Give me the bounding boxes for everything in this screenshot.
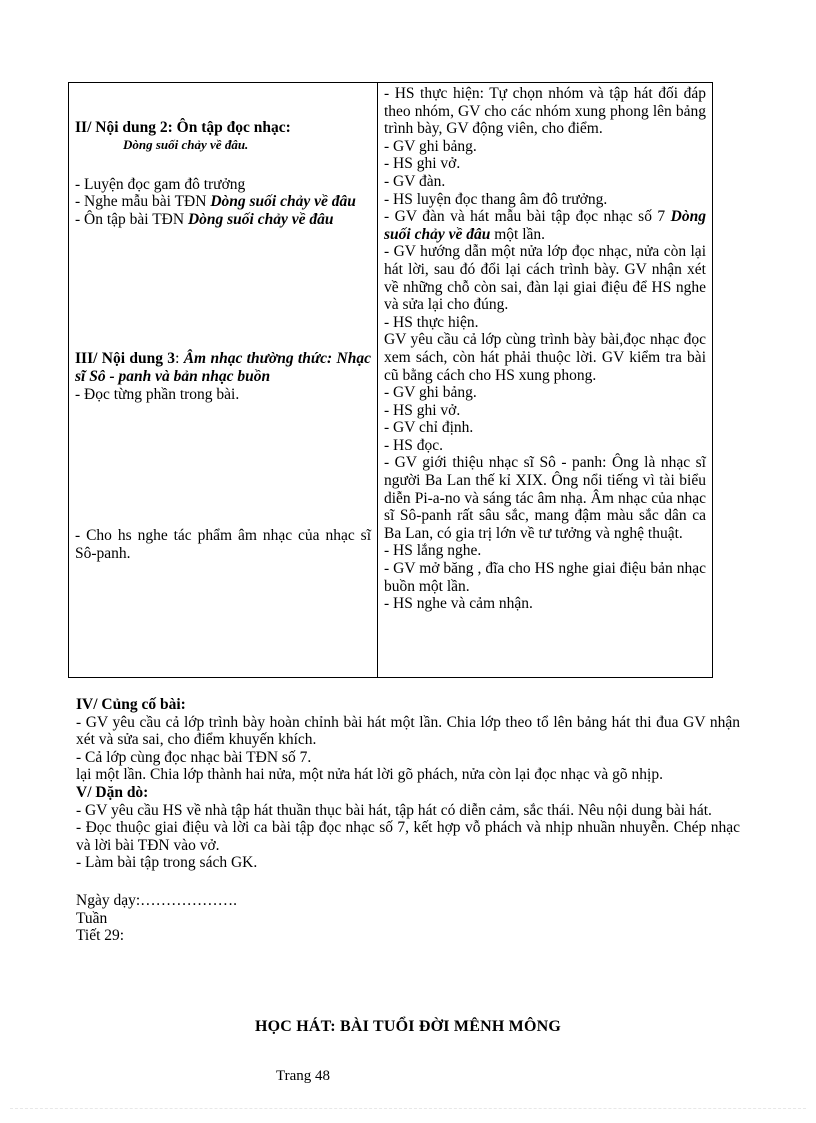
lesson-notes — [76, 696, 740, 945]
page-number: Trang 48 — [276, 1068, 331, 1084]
activity-line: - HS thực hiện. — [384, 313, 479, 331]
lesson-table — [68, 82, 713, 678]
section2-subtitle: Dòng suối chảy về đâu. — [123, 136, 249, 152]
activity-column — [378, 83, 713, 678]
song-title: Dòng suối chảy về đâu — [187, 210, 334, 228]
list-item-text: - Nghe mẫu bài TĐN — [75, 193, 211, 211]
list-item: - Luyện đọc gam đô trưởng — [75, 175, 246, 193]
activity-line: - GV giới thiệu nhạc sĩ Sô - panh: Ông là nhạc sĩ người Ba Lan thế kỉ XIX. Ông nổi tiếng vì tài biểu diễn Pi-a-no và sáng tác âm nhạ. Âm nhạc của nhạc sĩ Sô-panh rất sâu sắc, mang đậm màu sắc dân ca Ba Lan, có gia trị lớn về tư tưởng và nghệ thuật. — [384, 454, 706, 542]
activity-line: - GV ghi bảng. — [384, 384, 477, 402]
activity-line: GV yêu cầu cả lớp cùng trình bày bài,đọc nhạc đọc xem sách, còn hát phải thuộc lời. GV kiểm tra bài cũ bằng cách cho HS xung phong. — [384, 331, 706, 384]
footer-divider — [10, 1108, 806, 1109]
section3-title: Âm nhạc thường thức: Nhạc sĩ Sô - panh và bản nhạc buồn — [75, 350, 371, 385]
period-line: Tiết 29: — [76, 927, 125, 945]
activity-line: - HS lắng nghe. — [384, 542, 482, 560]
song-title: Dòng suối chảy về đâu — [384, 208, 706, 243]
homework-heading: V/ Dặn dò: — [76, 783, 149, 801]
section3-heading — [75, 350, 371, 385]
song-title: Dòng suối chảy về đâu — [210, 193, 356, 211]
table-row — [69, 83, 713, 678]
paragraph: - GV yêu cầu cả lớp trình bày hoàn chỉnh bài hát một lần. Chia lớp theo tổ lên bảng hát thi đua GV nhận xét và sửa sai, cho điểm khuyến khích. — [76, 713, 740, 749]
activity-text: một lần. — [490, 225, 546, 243]
activity-line: - HS nghe và cảm nhận. — [384, 595, 533, 613]
activity-line: - HS thực hiện: Tự chọn nhóm và tập hát đối đáp theo nhóm, GV cho các nhóm xung phong lên bảng trình bày, GV động viên, cho điểm. — [384, 85, 706, 138]
activity-line: - HS ghi vở. — [384, 155, 461, 173]
activity-line — [384, 208, 706, 243]
paragraph: - Cả lớp cùng đọc nhạc bài TĐN số 7. — [76, 748, 312, 766]
list-item-text: - Ôn tập bài TĐN — [75, 210, 188, 228]
activity-line: - HS ghi vở. — [384, 401, 461, 419]
list-item: - Đọc từng phần trong bài. — [75, 385, 240, 403]
activity-line: - GV ghi bảng. — [384, 137, 477, 155]
paragraph: - GV yêu cầu HS về nhà tập hát thuần thục bài hát, tập hát có diễn cảm, sắc thái. Nêu nội dung bài hát. — [76, 801, 712, 819]
paragraph: - Đọc thuộc giai điệu và lời ca bài tập đọc nhạc số 7, kết hợp vỗ phách và nhịp nhuần nhuyễn. Chép nhạc và lời bài TĐN vào vở. — [76, 819, 740, 854]
activity-line: - HS luyện đọc thang âm đô trưởng. — [384, 190, 608, 208]
content-column — [69, 83, 378, 678]
consolidation-heading: IV/ Củng cố bài: — [76, 696, 186, 713]
activity-line: - GV đàn. — [384, 172, 446, 190]
activity-line: - GV mở băng , đĩa cho HS nghe giai điệu bản nhạc buồn một lần. — [384, 560, 706, 595]
section3-label: III/ Nội dung 3 — [75, 350, 176, 368]
list-item — [75, 211, 371, 229]
paragraph: - Làm bài tập trong sách GK. — [76, 854, 258, 872]
activity-line: - GV chỉ định. — [384, 419, 474, 437]
activity-text: - GV đàn và hát mẫu bài tập đọc nhạc số 7 — [384, 208, 671, 226]
lesson-title: HỌC HÁT: BÀI TUỔI ĐỜI MÊNH MÔNG — [254, 1018, 562, 1035]
activity-line: - HS đọc. — [384, 436, 443, 454]
section3-sep: : — [175, 350, 184, 368]
activity-line: - GV hướng dẫn một nửa lớp đọc nhạc, nửa còn lại hát lời, sau đó đổi lại cách trình bày. GV nhận xét về những chỗ còn sai, đàn lại giai điệu để HS nghe và sửa lại cho đúng. — [384, 243, 706, 314]
list-item: - Cho hs nghe tác phẩm âm nhạc của nhạc sĩ Sô-panh. — [75, 527, 371, 562]
paragraph: lại một lần. Chia lớp thành hai nửa, một nửa hát lời gõ phách, nửa còn lại đọc nhạc và gõ nhịp. — [76, 766, 663, 784]
week-line: Tuần — [76, 909, 108, 927]
list-item — [75, 193, 371, 211]
date-line: Ngày dạy:………………. — [76, 891, 238, 909]
section2-heading: II/ Nội dung 2: Ôn tập đọc nhạc: — [75, 119, 291, 136]
